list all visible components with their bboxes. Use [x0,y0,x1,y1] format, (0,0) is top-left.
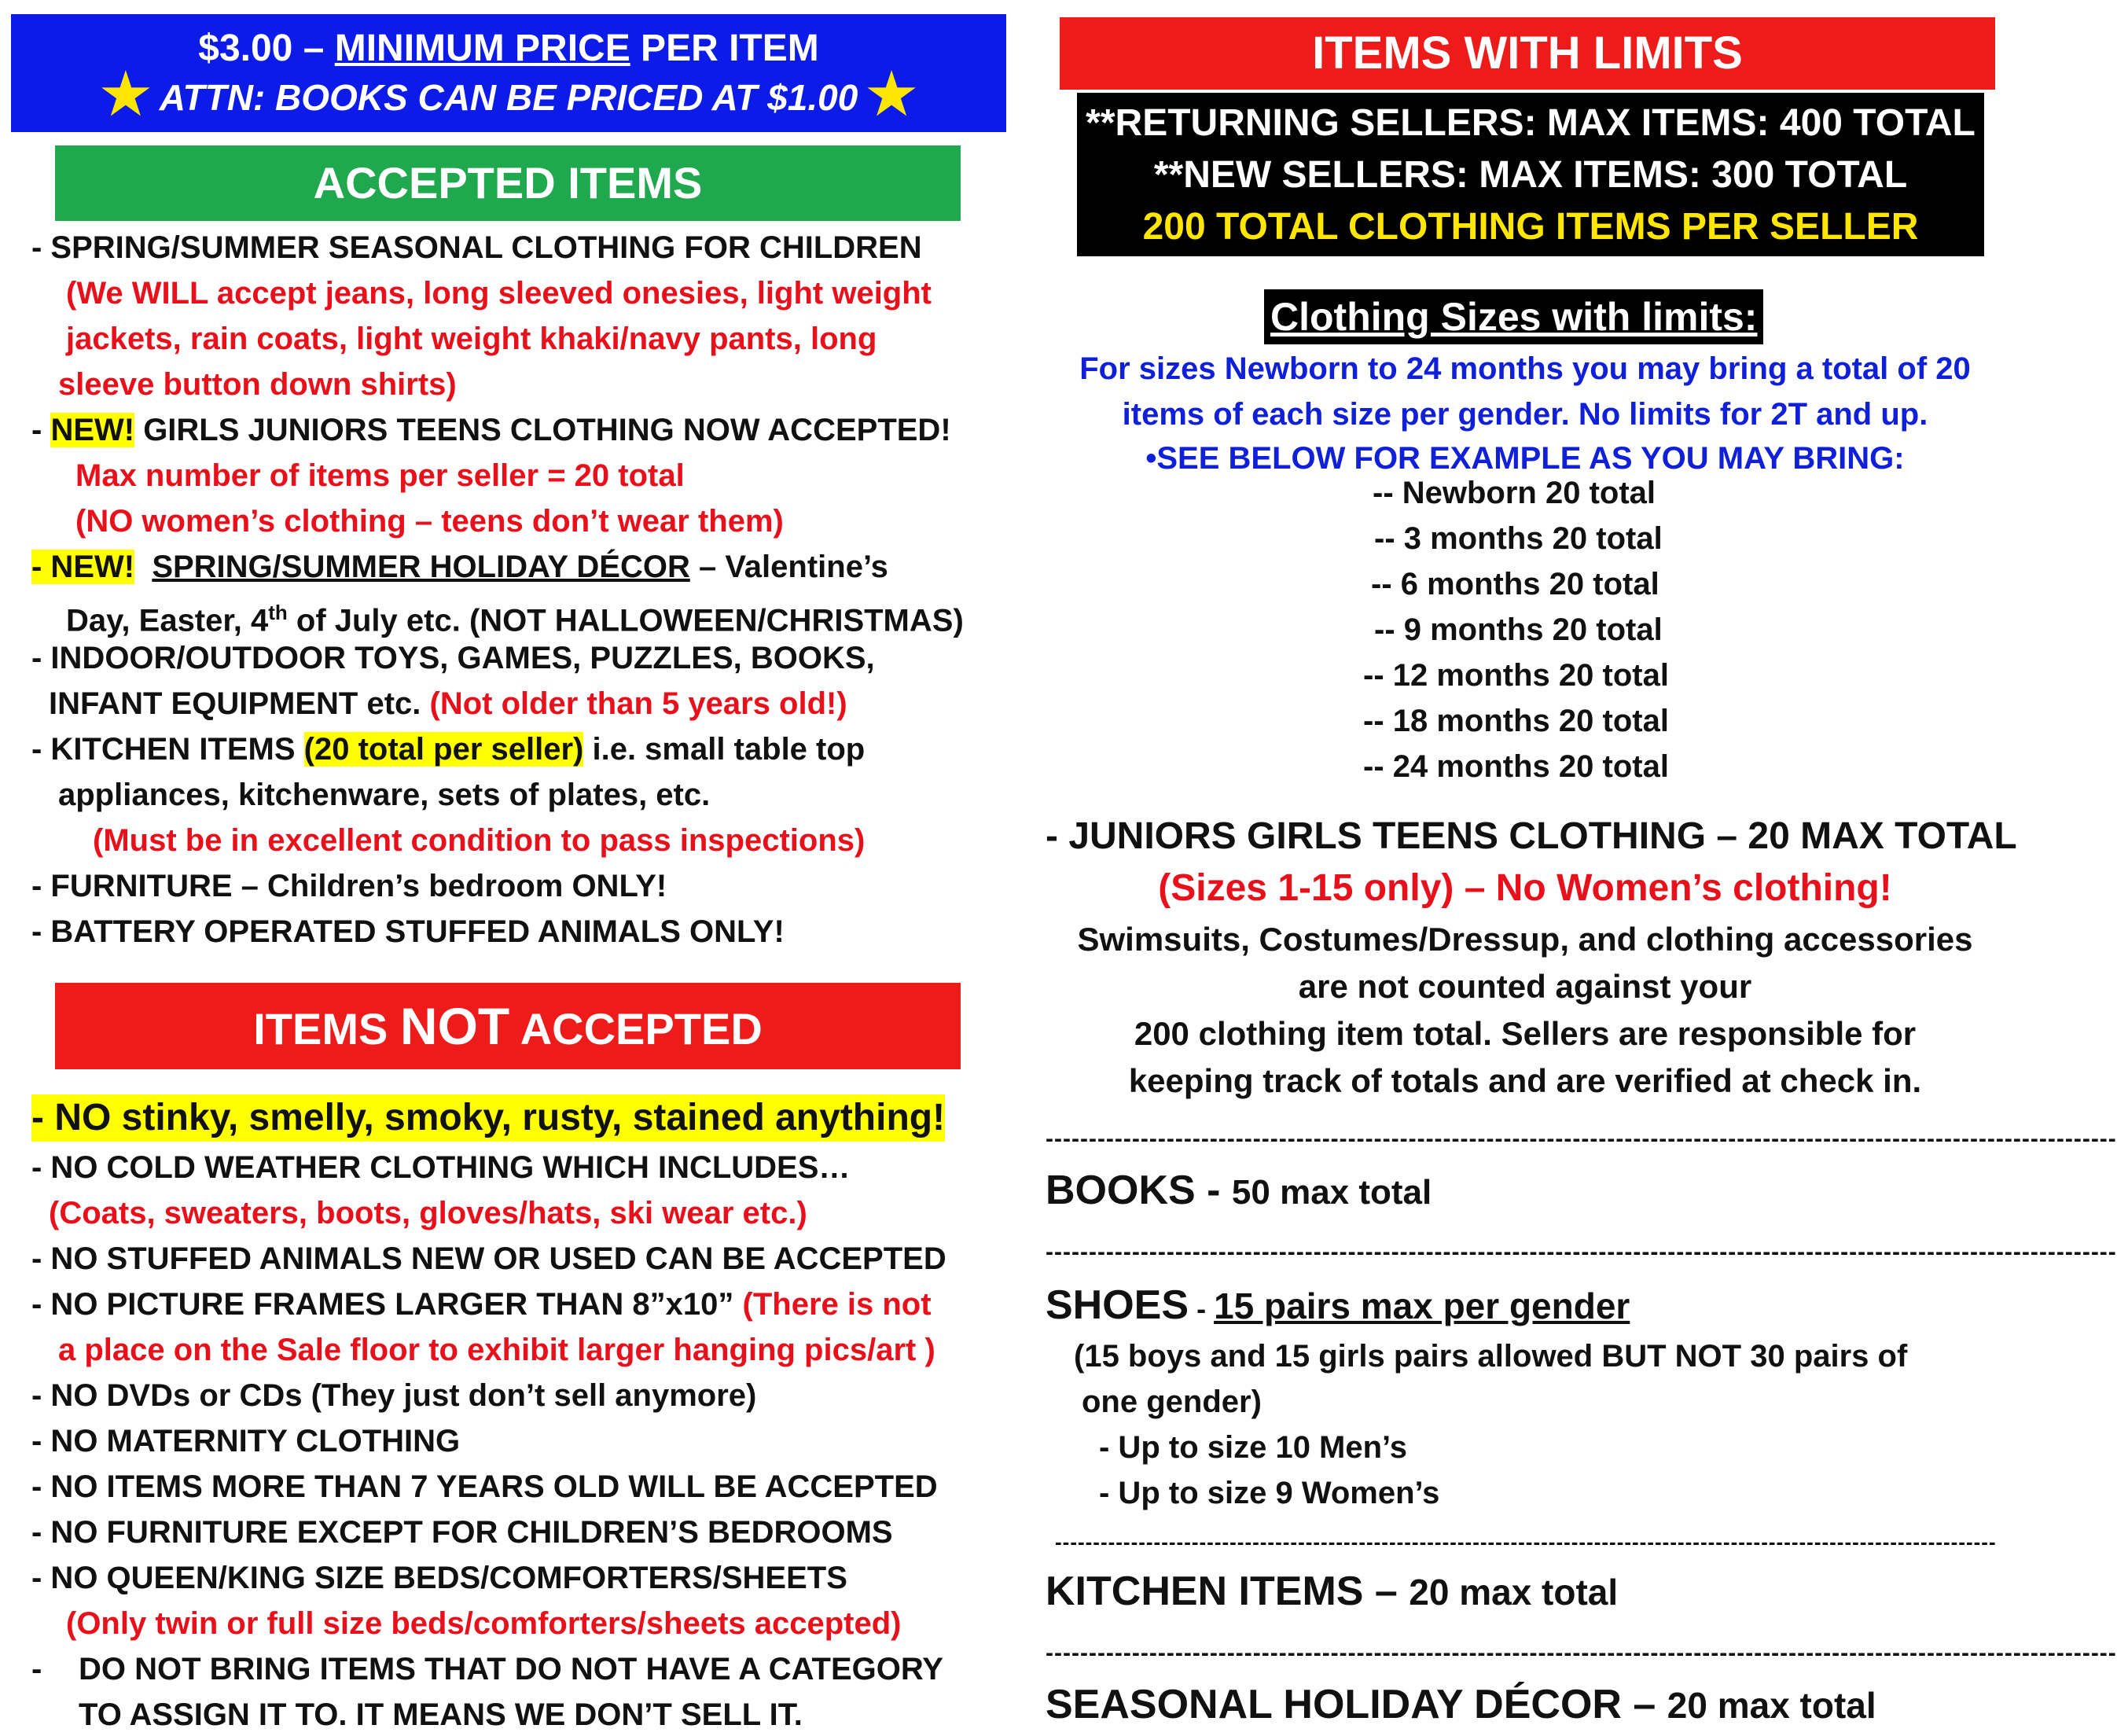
clothing-sizes-title: Clothing Sizes with limits: [1264,289,1763,344]
header-not-text: NOT [399,997,510,1055]
kitchen-example-text: i.e. small table top [583,732,866,767]
infant-equipment-text: INFANT EQUIPMENT etc. [49,686,430,721]
kitchen-items-text: - KITCHEN ITEMS [31,732,304,767]
sizes-note-1: For sizes Newborn to 24 months you may bring a total of 20 [1079,351,1971,386]
books-price-line: ATTN: BOOKS CAN BE PRICED AT $1.00 [159,77,858,118]
age-limit-text: (Not older than 5 years old!) [429,686,847,721]
superscript-th: th [268,601,288,624]
returning-sellers-limit: **RETURNING SELLERS: MAX ITEMS: 400 TOTAL [1086,102,1975,144]
accepted-line-11 [49,684,847,723]
not-accepted-line-1: - NO stinky, smelly, smoky, rusty, stained anything! [31,1094,945,1142]
kitchen-limit [1046,1568,1618,1616]
shoes-women-size: - Up to size 9 Women’s [1099,1476,1440,1510]
dash-text: - [31,413,51,447]
size-6-months: -- 6 months 20 total [1371,567,1659,601]
kitchen-max: 20 max total [1409,1572,1619,1613]
shoes-note-2: one gender) [1082,1385,1262,1419]
new-badge: - NEW! [31,550,135,584]
shoes-limit [1046,1282,1630,1333]
items-not-accepted-header [55,983,961,1069]
kitchen-label: KITCHEN ITEMS – [1046,1569,1409,1614]
accepted-line-12 [31,730,865,769]
minimum-price-banner [11,14,1006,132]
divider: ---------------------------------------------------------------------------------------------------------------------------- [1055,1530,1997,1554]
accepted-line-14: (Must be in excellent condition to pass inspections) [93,823,866,858]
holiday-decor-text: SPRING/SUMMER HOLIDAY DÉCOR [152,550,690,584]
min-price-text: MINIMUM PRICE [334,28,630,69]
not-accepted-line-14: TO ASSIGN IT TO. IT MEANS WE DON’T SELL IT. [79,1697,803,1732]
accepted-items-header: ACCEPTED ITEMS [55,145,961,221]
divider: ---------------------------------------------------------------------------------------------------------------------------- [1046,1239,2117,1265]
decor-max: 20 max total [1667,1685,1876,1726]
new-sellers-limit: **NEW SELLERS: MAX ITEMS: 300 TOTAL [1153,154,1908,196]
holidays-rest-text: of July etc. (NOT HALLOWEEN/CHRISTMAS) [287,603,964,638]
not-accepted-line-12: (Only twin or full size beds/comforters/sheets accepted) [66,1606,902,1641]
price-text: $3.00 – [198,28,335,69]
size-24-months: -- 24 months 20 total [1363,749,1669,784]
valentines-text: – Valentine’s [689,550,888,584]
juniors-accepted-text: GIRLS JUNIORS TEENS CLOTHING NOW ACCEPTED! [134,413,951,447]
holiday-decor-limit [1046,1681,1876,1729]
books-label: BOOKS - [1046,1168,1232,1213]
not-accepted-line-3: (Coats, sweaters, boots, gloves/hats, ski wear etc.) [49,1196,807,1230]
kitchen-limit-highlight: (20 total per seller) [303,732,584,767]
not-accepted-line-11: - NO QUEEN/KING SIZE BEDS/COMFORTERS/SHEETS [31,1561,847,1595]
divider: ---------------------------------------------------------------------------------------------------------------------------- [1046,1126,2117,1152]
accepted-line-13: appliances, kitchenware, sets of plates, etc. [58,778,711,812]
divider: ---------------------------------------------------------------------------------------------------------------------------- [1046,1640,2117,1666]
accepted-line-2: (We WILL accept jeans, long sleeved onesies, light weight [66,276,932,311]
not-accepted-line-10: - NO FURNITURE EXCEPT FOR CHILDREN’S BEDROOMS [31,1515,893,1550]
clothing-total-limit: 200 TOTAL CLOTHING ITEMS PER SELLER [1142,206,1919,248]
size-3-months: -- 3 months 20 total [1374,521,1663,556]
size-18-months: -- 18 months 20 total [1363,704,1669,738]
accepted-line-4: sleeve button down shirts) [58,367,457,402]
decor-label: SEASONAL HOLIDAY DÉCOR – [1046,1682,1667,1727]
accepted-line-9 [66,593,964,640]
holidays-text: Day, Easter, 4 [66,603,269,638]
not-accepted-line-8: - NO MATERNITY CLOTHING [31,1424,461,1458]
minimum-price-line [11,25,1006,72]
not-accepted-line-4: - NO STUFFED ANIMALS NEW OR USED CAN BE ACCEPTED [31,1241,946,1276]
accepted-line-10: - INDOOR/OUTDOOR TOYS, GAMES, PUZZLES, BOOKS, [31,641,875,675]
not-accepted-line-5 [31,1285,932,1324]
size-12-months: -- 12 months 20 total [1363,658,1669,693]
star-icon: ★ [97,59,154,129]
accepted-line-1: - SPRING/SUMMER SEASONAL CLOTHING FOR CHILDREN [31,230,922,265]
header-accepted-text: ACCEPTED [509,1004,763,1054]
juniors-note-1: Swimsuits, Costumes/Dressup, and clothing accessories [1077,921,1973,958]
not-accepted-line-9: - NO ITEMS MORE THAN 7 YEARS OLD WILL BE ACCEPTED [31,1469,938,1504]
new-badge: NEW! [50,413,135,447]
size-9-months: -- 9 months 20 total [1374,612,1663,647]
not-accepted-line-7: - NO DVDs or CDs (They just don’t sell anymore) [31,1378,757,1413]
picture-frames-note: (There is not [742,1287,932,1322]
picture-frames-text: - NO PICTURE FRAMES LARGER THAN 8”x10” [31,1287,743,1322]
shoes-note-1: (15 boys and 15 girls pairs allowed BUT NOT 30 pairs of [1074,1339,1908,1374]
seller-limits-box [1077,93,1984,256]
accepted-line-7: (NO women’s clothing – teens don’t wear them) [75,504,784,539]
books-max: 50 max total [1231,1173,1432,1212]
shoes-label: SHOES [1046,1282,1189,1328]
books-limit [1046,1167,1432,1216]
shoes-dash: - [1189,1293,1215,1325]
juniors-note-2: are not counted against your [1298,968,1752,1005]
accepted-line-3: jackets, rain coats, light weight khaki/navy pants, long [66,322,877,356]
juniors-sizes-note: (Sizes 1-15 only) – No Women’s clothing! [1158,867,1892,909]
shoes-max: 15 pairs max per gender [1214,1285,1630,1326]
items-with-limits-header: ITEMS WITH LIMITS [1060,17,1995,90]
juniors-note-4: keeping track of totals and are verified at check in. [1128,1062,1922,1099]
not-accepted-line-13-dash: - [31,1652,42,1686]
accepted-line-15: - FURNITURE – Children’s bedroom ONLY! [31,869,667,903]
accepted-line-8 [31,547,888,587]
star-icon: ★ [863,59,920,129]
sizes-note-2: items of each size per gender. No limits for 2T and up. [1122,397,1928,432]
juniors-note-3: 200 clothing item total. Sellers are responsible for [1134,1015,1917,1052]
sizes-note-3: •SEE BELOW FOR EXAMPLE AS YOU MAY BRING: [1145,441,1905,476]
accepted-line-16: - BATTERY OPERATED STUFFED ANIMALS ONLY! [31,914,785,949]
juniors-limit: - JUNIORS GIRLS TEENS CLOTHING – 20 MAX TOTAL [1046,815,2017,857]
accepted-line-6: Max number of items per seller = 20 total [75,458,685,493]
not-accepted-line-6: a place on the Sale floor to exhibit larger hanging pics/art ) [58,1333,935,1367]
not-accepted-line-2: - NO COLD WEATHER CLOTHING WHICH INCLUDES… [31,1150,851,1185]
per-item-text: PER ITEM [630,28,819,69]
accepted-line-5 [31,410,951,450]
shoes-men-size: - Up to size 10 Men’s [1099,1430,1407,1465]
size-newborn: -- Newborn 20 total [1373,476,1656,510]
header-items-text: ITEMS [253,1004,400,1054]
not-accepted-line-13: DO NOT BRING ITEMS THAT DO NOT HAVE A CATEGORY [79,1652,943,1686]
